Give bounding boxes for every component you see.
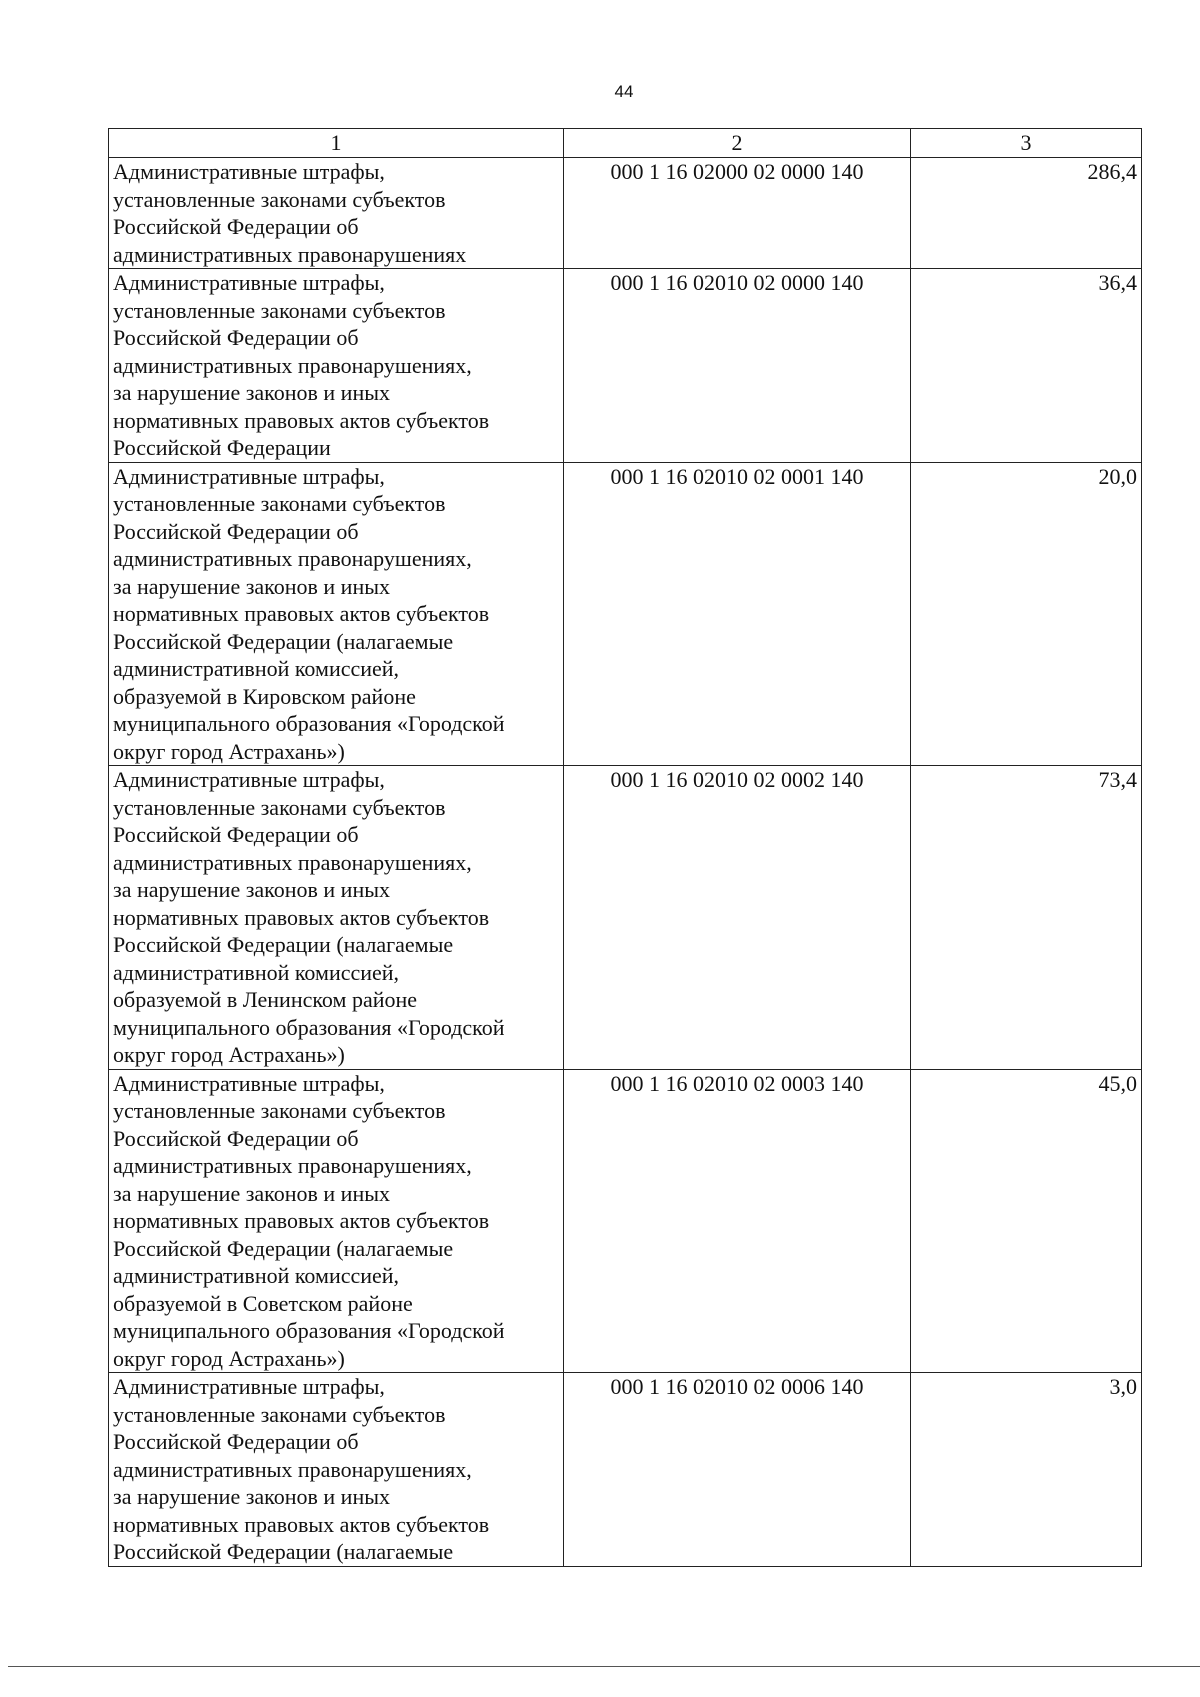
row-code-cell: 000 1 16 02010 02 0000 140 [564,269,911,463]
row-name-cell: Административные штрафы, установленные законами субъектов Российской Федерации об административных правонарушениях, за нарушение законов и иных нормативных правовых актов субъектов Российской Федерации (налагаемые административной комиссией, образуемой в Ленинском районе муниципального образования «Городской округ город Астрахань») [109,766,564,1070]
revenue-table [108,128,1142,1567]
row-code-cell: 000 1 16 02010 02 0002 140 [564,766,911,1070]
table-row [109,1069,1142,1373]
row-name-cell: Административные штрафы, установленные законами субъектов Российской Федерации об административных правонарушениях, за нарушение законов и иных нормативных правовых актов субъектов Российской Федерации (налагаемые административной комиссией, образуемой в Советском районе муниципального образования «Городской округ город Астрахань») [109,1069,564,1373]
row-amount-cell: 73,4 [911,766,1142,1070]
table-row [109,766,1142,1070]
page-number: 44 [614,82,634,101]
table-row [109,462,1142,766]
row-name-cell: Административные штрафы, установленные законами субъектов Российской Федерации об административных правонарушениях, за нарушение законов и иных нормативных правовых актов субъектов Российской Федерации (налагаемые административной комиссией, образуемой в Кировском районе муниципального образования «Городской округ город Астрахань») [109,462,564,766]
column-header-2: 2 [564,129,911,158]
row-amount-cell: 20,0 [911,462,1142,766]
row-name-cell: Административные штрафы, установленные законами субъектов Российской Федерации об административных правонарушениях [109,158,564,269]
row-code-cell: 000 1 16 02010 02 0006 140 [564,1373,911,1567]
table-row [109,269,1142,463]
row-amount-cell: 3,0 [911,1373,1142,1567]
row-name-cell: Административные штрафы, установленные законами субъектов Российской Федерации об административных правонарушениях, за нарушение законов и иных нормативных правовых актов субъектов Российской Федерации (налагаемые [109,1373,564,1567]
row-code-cell: 000 1 16 02000 02 0000 140 [564,158,911,269]
row-amount-cell: 286,4 [911,158,1142,269]
column-header-3: 3 [911,129,1142,158]
row-name-cell: Административные штрафы, установленные законами субъектов Российской Федерации об административных правонарушениях, за нарушение законов и иных нормативных правовых актов субъектов Российской Федерации [109,269,564,463]
column-header-1: 1 [109,129,564,158]
table-row [109,1373,1142,1567]
row-code-cell: 000 1 16 02010 02 0001 140 [564,462,911,766]
row-amount-cell: 36,4 [911,269,1142,463]
table-row [109,158,1142,269]
table-header-row [109,129,1142,158]
row-code-cell: 000 1 16 02010 02 0003 140 [564,1069,911,1373]
row-amount-cell: 45,0 [911,1069,1142,1373]
bottom-scan-rule [8,1666,1200,1667]
